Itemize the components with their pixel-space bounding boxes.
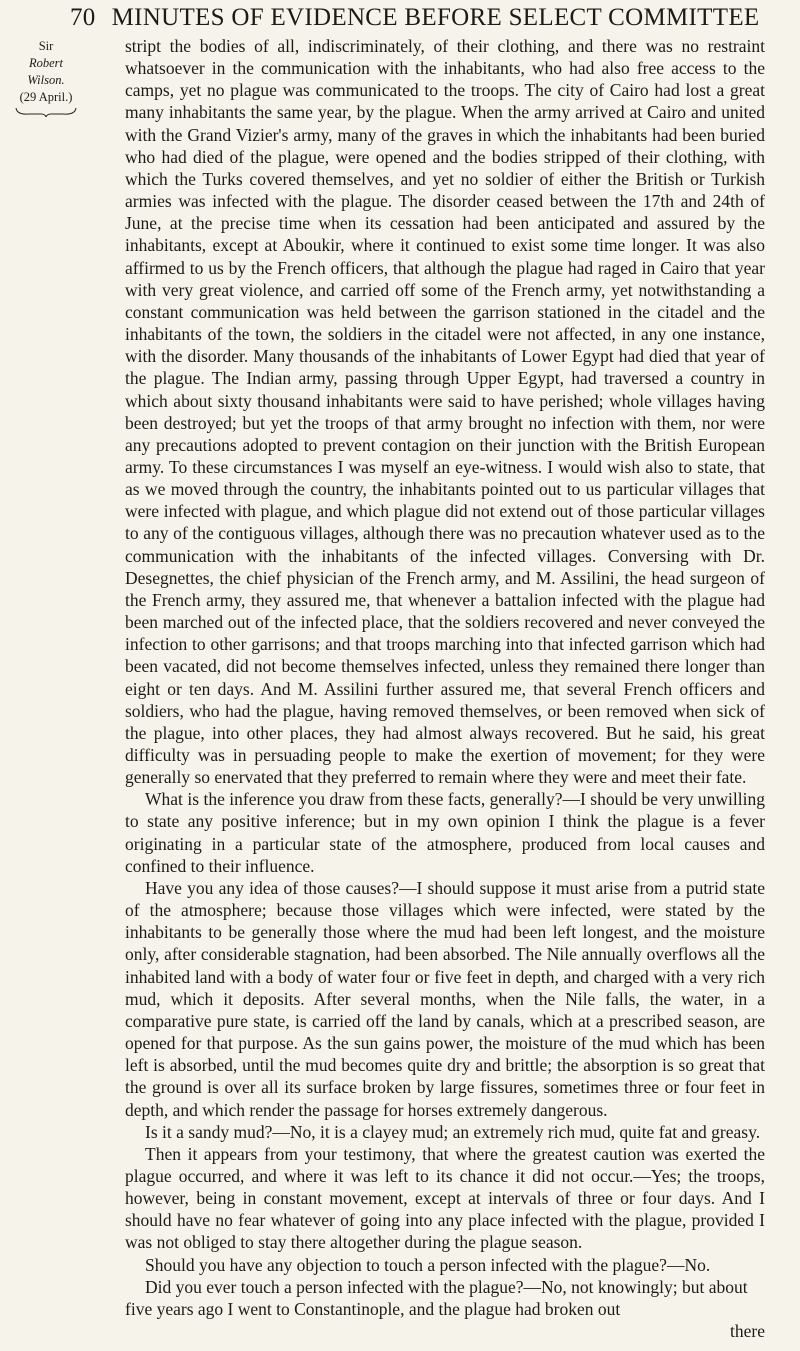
page-number: 70 — [70, 4, 96, 31]
paragraph: What is the inference you draw from these facts, generally?—I should be very unwilling to state any positive inference; but in my own opinion I think the plague is a fever originating in a particular state of the atmosphere, produced from local causes and confined to their influence. — [125, 789, 765, 876]
paragraph: Did you ever touch a person infected with the plague?—No, not knowingly; but about five years ago I went to Constantinople, and the plague had broken out — [125, 1276, 748, 1319]
paragraph: Is it a sandy mud?—No, it is a clayey mud; an extremely rich mud, quite fat and greasy. — [145, 1121, 761, 1142]
paragraph: stript the bodies of all, indiscriminately, of their clothing, and there was no restraint whatsoever in the communication with the inhabitants, who had also free access to the camps, yet no plague was communicated to the troops. The city of Cairo had lost a great many inhabitants the same year, by the plague. When the army arrived at Cairo and united with the Grand Vizier's army, many of the graves in which the inhabitants had been buried who had died of the plague, were opened and the bodies stripped of their clothing, with which the Turks covered themselves, and yet no soldier of either the British or Turkish armies was infected with the plague. The disorder ceased between the 17th and 24th of June, at the precise time when its cessation had been anticipated and assured by the inhabitants, except at Aboukir, where it continued to exist some time longer. It was also affirmed to us by the French officers, that although the plague had raged in Cairo that year with very great violence, and carried off some of the French army, yet notwithstanding a constant communication was held between the garrison stationed in the citadel and the inhabitants of the town, the soldiers in the citadel were not affected, in any one instance, with the disorder. Many thousands of the inhabitants of Lower Egypt had died that year of the plague. The Indian army, passing through Upper Egypt, had traversed a country in which about sixty thousand inhabitants were said to have perished; whole villages having been destroyed; but yet the troops of that army brought no infection with them, nor were any precautions adopted to prevent contagion on their junction with the British European army. To these circumstances I was myself an eye-witness. I would wish also to state, that as we moved through the country, the inhabitants pointed out to us particular villages that were infected with plague, and which plague did not extend out of those particular villages to any of the contiguous villages, although there was no precaution whatever used as to the communication with the inhabitants of the infected villages. Conversing with Dr. Desegnettes, the chief physician of the French army, and M. Assilini, the head surgeon of the French army, they assured me, that whenever a battalion infected with the plague had been marched out of the infected place, that the soldiers recovered and never conveyed the infection to other garrisons; and that troops marching into that infected garrison which had been vacated, did not become themselves infected, unless they remained there longer than eight or ten days. And M. Assilini further assured me, that several French officers and soldiers, who had the plague, having removed themselves, or been removed when sick of the plague, into other places, they had almost always recovered. But he said, his great difficulty was in persuading people to make the exertion of movement; for they were generally so enervated that they preferred to remain where they were and meet their fate. — [125, 36, 765, 788]
running-header — [70, 4, 770, 36]
body-text — [125, 35, 765, 1342]
paragraph: Then it appears from your testimony, that where the greatest caution was exerted the plague occurred, and where it was left to its chance it did not occur.—Yes; the troops, however, being in constant movement, except at intervals of three or four days. And I should have no fear whatever of going into any place infected with the plague, provided I was not obliged to stay there altogether during the plague season. — [125, 1143, 765, 1253]
paragraph: Should you have any objection to touch a person infected with the plague?—No. — [145, 1254, 711, 1275]
margin-brace — [15, 107, 77, 117]
paragraph: Have you any idea of those causes?—I should suppose it must arise from a putrid state of the atmosphere; because those villages which were infected, were stated by the inhabitants to be generally those where the mud had been left longest, and the moisture only, after considerable stagnation, had been absorbed. The Nile annually overflows all the inhabited land with a body of water four or five feet in depth, and charged with a very rich mud, which it deposits. After several months, when the Nile falls, the water, in a comparative pure state, is carried off the land by canals, which at a prescribed season, are opened for that purpose. As the sun gains power, the moisture of the mud which has been left is absorbed, until the mud becomes quite dry and brittle; the absorption is so great that the ground is over all its surface broken by large fissures, sometimes three or four feet in depth, and which render the passage for horses extremely dangerous. — [125, 877, 765, 1120]
catchword: there — [730, 1321, 765, 1342]
margin-date: (29 April.) — [19, 90, 73, 104]
margin-note — [14, 38, 78, 117]
margin-honorific: Sir — [38, 39, 54, 53]
running-title: MINUTES OF EVIDENCE BEFORE SELECT COMMITTEE — [111, 4, 760, 31]
margin-witness-name: Robert Wilson. — [27, 56, 65, 87]
